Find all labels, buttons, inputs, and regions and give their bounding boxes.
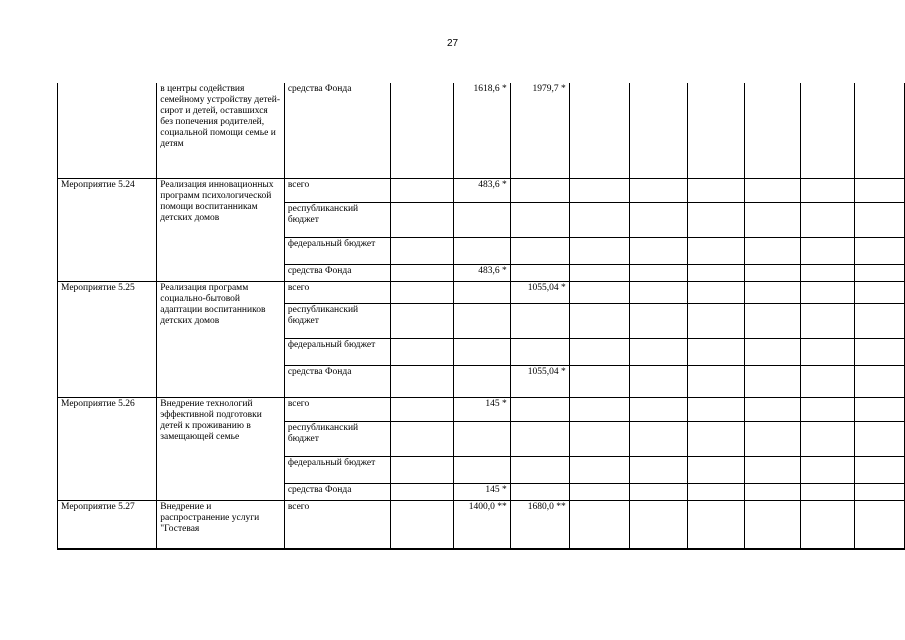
name-cell: Внедрение технологий эффективной подготовки детей к проживанию в замещающей семье [157,397,285,500]
value-cell [510,421,569,456]
source-cell: всего [284,178,391,202]
code-cell: Мероприятие 5.27 [58,500,157,549]
source-cell: республиканский бюджет [284,202,391,237]
value-cell [453,365,510,397]
source-cell: федеральный бюджет [284,338,391,365]
value-cell: 1055,04 * [510,365,569,397]
name-cell [157,83,285,178]
source-cell: всего [284,397,391,421]
value-cell: 483,6 * [453,178,510,202]
value-cell [510,338,569,365]
source-cell: всего [284,281,391,303]
source-cell: средства Фонда [284,264,391,281]
table-row [58,500,905,549]
source-cell: всего [284,500,391,549]
page-number: 27 [446,38,459,49]
value-cell: 1055,04 * [510,281,569,303]
value-cell: 483,6 * [453,264,510,281]
value-cell: 145 * [453,483,510,500]
value-cell: 1979,7 * [510,83,569,178]
table-row [58,178,905,202]
code-cell: Мероприятие 5.26 [58,397,157,500]
value-cell [510,237,569,264]
value-cell [453,421,510,456]
value-cell [510,483,569,500]
table-row [58,281,905,303]
code-cell [58,83,157,178]
value-cell [453,303,510,338]
value-cell [453,237,510,264]
code-cell: Мероприятие 5.24 [58,178,157,281]
value-cell: 1618,6 * [453,83,510,178]
table-row [58,397,905,421]
value-cell [453,338,510,365]
value-cell [510,397,569,421]
name-cell: Реализация инновационных программ психологической помощи воспитанникам детских домов [157,178,285,281]
source-cell: республиканский бюджет [284,421,391,456]
value-cell [510,178,569,202]
value-cell [453,202,510,237]
funding-table [57,83,905,550]
code-cell: Мероприятие 5.25 [58,281,157,397]
source-cell: средства Фонда [284,365,391,397]
source-cell: федеральный бюджет [284,456,391,483]
table-row [58,83,905,178]
source-cell: федеральный бюджет [284,237,391,264]
source-cell: средства Фонда [284,483,391,500]
value-cell [453,456,510,483]
value-cell: 145 * [453,397,510,421]
value-cell: 1680,0 ** [510,500,569,549]
name-cell: Внедрение и распространение услуги "Гостевая [157,500,285,549]
source-cell: средства Фонда [284,83,391,178]
source-cell: республиканский бюджет [284,303,391,338]
value-cell [510,303,569,338]
value-cell [453,281,510,303]
value-cell [510,456,569,483]
activity-name: в центры содействия семейному устройству детей-сирот и детей, оставшихся без попечения родителей, социальной помощи семье и детям [160,84,281,149]
value-cell [510,264,569,281]
value-cell [510,202,569,237]
name-cell: Реализация программ социально-бытовой адаптации воспитанников детских домов [157,281,285,397]
value-cell: 1400,0 ** [453,500,510,549]
